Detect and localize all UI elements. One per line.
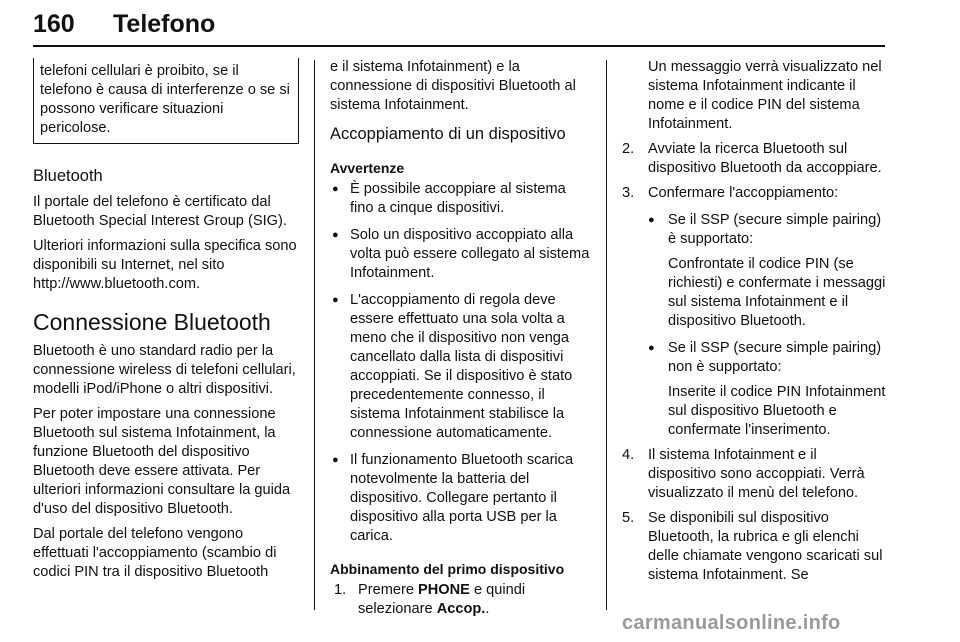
list-item: ● Solo un dispositivo accoppiato alla volta può essere collegato al sistema Infotainment. bbox=[330, 226, 592, 283]
step-item bbox=[622, 184, 887, 203]
step-number: 5. bbox=[622, 510, 635, 526]
step-item bbox=[622, 140, 887, 178]
step-continuation: Un messaggio verrà visualizzato nel sistema Infotainment indicante il nome e il codice PIN del sistema Infotainment. bbox=[648, 59, 882, 132]
paragraph: e il sistema Infotainment) e la connessione di dispositivi Bluetooth al sistema Infotainment. bbox=[330, 59, 576, 113]
list-item: ● È possibile accoppiare al sistema fino a cinque dispositivi. bbox=[330, 180, 592, 218]
sub-list-text: Inserite il codice PIN Infotainment sul dispositivo Bluetooth e confermate l'inserimento. bbox=[668, 384, 886, 438]
paragraph: Il portale del telefono è certificato dal Bluetooth Special Interest Group (SIG). bbox=[33, 194, 287, 229]
step-text: Il sistema Infotainment e il dispositivo sono accoppiati. Verrà visualizzato il menù del telefono. bbox=[648, 447, 865, 501]
first-pairing-label: Abbinamento del primo dispositivo bbox=[330, 561, 565, 577]
column-left bbox=[33, 58, 299, 588]
column-divider bbox=[606, 60, 607, 610]
step-text: Avviate la ricerca Bluetooth sul dispositivo Bluetooth da accoppiare. bbox=[648, 141, 882, 176]
step-number: 1. bbox=[334, 582, 347, 598]
step-text: e quindi selezionare bbox=[358, 582, 526, 617]
sub-list-item: ● Se il SSP (secure simple pairing) non è supportato: bbox=[622, 339, 887, 377]
sub-list-item: ● Se il SSP (secure simple pairing) è supportato: bbox=[622, 211, 887, 249]
sub-list-text: Confrontate il codice PIN (se richiesti) e confermate i messaggi sul sistema Infotainment e il dispositivo Bluetooth. bbox=[668, 256, 886, 329]
step-item bbox=[622, 509, 887, 585]
watermark: carmanualsonline.info bbox=[622, 612, 841, 634]
column-divider bbox=[314, 60, 315, 610]
page-header bbox=[33, 0, 885, 44]
column-middle bbox=[330, 58, 592, 625]
column-right bbox=[622, 58, 887, 591]
warning-box bbox=[33, 58, 299, 144]
notes-label: Avvertenze bbox=[330, 160, 405, 176]
paragraph: Bluetooth è uno standard radio per la connessione wireless di telefoni cellulari, modelli iPod/iPhone o altri dispositivi. bbox=[33, 343, 296, 397]
pairing-heading: Accoppiamento di un dispositivo bbox=[330, 125, 566, 143]
header-rule bbox=[33, 45, 885, 47]
step-text: Se disponibili sul dispositivo Bluetooth, la rubrica e gli elenchi delle chiamate vengono scaricati sul sistema Infotainment. Se bbox=[648, 510, 883, 583]
step-item bbox=[334, 581, 592, 619]
section-title: Telefono bbox=[113, 10, 216, 38]
list-item: ● L'accoppiamento di regola deve essere effettuato una sola volta a meno che il dispositivo non venga cancellato dalla lista di dispositivi accoppiati. Se il dispositivo è stato precedentemente connesso, il sistema Infotainment stabilisce la connessione automaticamente. bbox=[330, 291, 592, 443]
step-number: 3. bbox=[622, 185, 635, 201]
step-text: Premere bbox=[358, 582, 419, 598]
step-text: Confermare l'accoppiamento: bbox=[648, 185, 839, 201]
step-item bbox=[622, 446, 887, 503]
paragraph: Ulteriori informazioni sulla specifica sono disponibili su Internet, nel sito http://www.bluetooth.com. bbox=[33, 238, 297, 292]
step-number: 2. bbox=[622, 141, 635, 157]
page-number: 160 bbox=[33, 10, 75, 38]
warning-text: telefoni cellulari è proibito, se il telefono è causa di interferenze o se si possono verificare situazioni pericolose. bbox=[40, 63, 290, 136]
list-item: ● Il funzionamento Bluetooth scarica notevolmente la batteria del dispositivo. Collegare pertanto il dispositivo alla porta USB per la carica. bbox=[330, 451, 592, 546]
phone-key-label: PHONE bbox=[418, 582, 470, 598]
paragraph: Dal portale del telefono vengono effettuati l'accoppiamento (scambio di codici PIN tra il dispositivo Bluetooth bbox=[33, 526, 277, 580]
bluetooth-heading: Bluetooth bbox=[33, 167, 103, 185]
paragraph: Per poter impostare una connessione Bluetooth sul sistema Infotainment, la funzione Bluetooth del dispositivo Bluetooth deve essere attivata. Per ulteriori informazioni consultare la guida d'uso del dispositivo Bluetooth. bbox=[33, 406, 291, 517]
step-number: 4. bbox=[622, 447, 635, 463]
accop-menu-label: Accop. bbox=[436, 601, 486, 617]
step-text: . bbox=[485, 601, 490, 617]
connection-heading: Connessione Bluetooth bbox=[33, 309, 271, 335]
